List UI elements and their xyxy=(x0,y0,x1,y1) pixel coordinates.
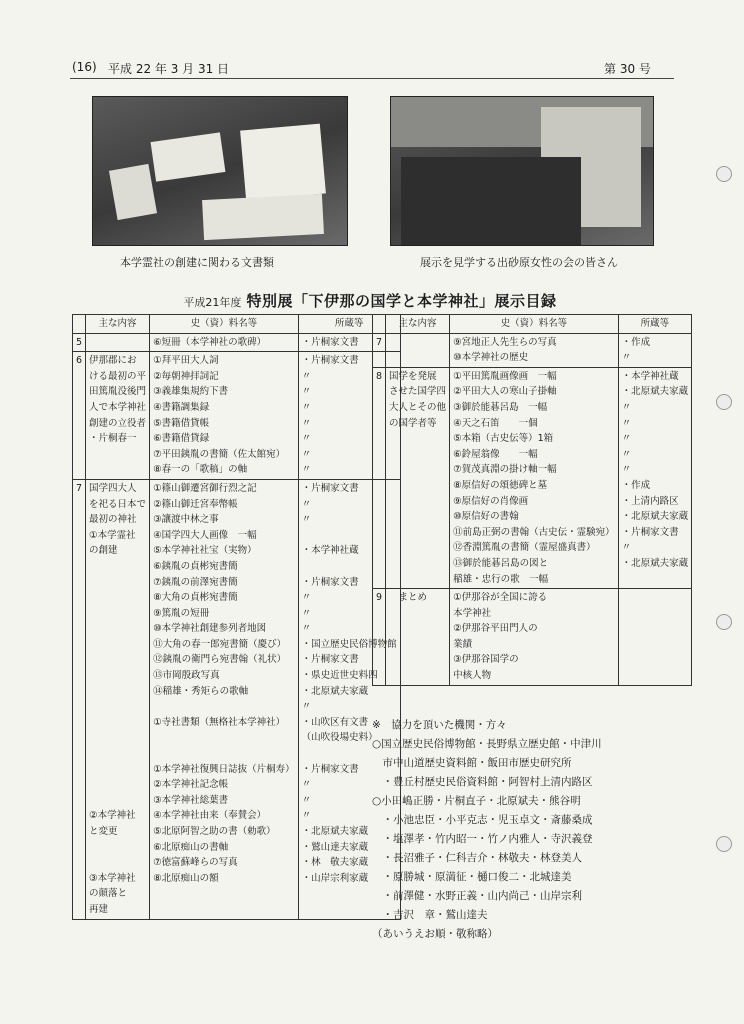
cell-line: 稲雄・忠行の歌 一幅 xyxy=(453,573,549,585)
cell-line: ・県史近世史料四 xyxy=(301,670,378,682)
cell-line: ・片桐家文書 xyxy=(301,482,359,494)
cell-line: ⑬市岡殷政写真 xyxy=(153,670,220,682)
col-header-content: 主な内容 xyxy=(386,315,450,334)
cell-line: ③讓渡中林之事 xyxy=(153,514,219,526)
credits-line: ・長沼雅子・仁科吉介・林敬夫・林登美人 xyxy=(372,852,582,864)
cell-line: 〃 xyxy=(301,433,312,445)
cell-locations xyxy=(618,589,692,686)
cell-line: 〃 xyxy=(301,623,312,635)
cell-line: 〃 xyxy=(301,401,312,413)
cell-line: 6 xyxy=(76,355,83,367)
credits-line: （あいうえお順・敬称略） xyxy=(372,928,498,940)
table-row xyxy=(373,333,692,367)
cell-no xyxy=(373,589,386,686)
photo-caption-documents: 本学霊社の創建に関わる文書類 xyxy=(120,256,274,269)
cell-line: 再建 xyxy=(89,903,109,915)
table-row xyxy=(73,352,401,480)
punch-hole xyxy=(716,614,732,630)
col-header-content: 主な内容 xyxy=(86,315,150,334)
cell-line: ・北原斌夫家蔵 xyxy=(621,386,689,398)
cell-line: ③伊那谷国学の xyxy=(453,654,519,666)
cell-line: の創建 xyxy=(89,545,118,557)
cell-line: 〃 xyxy=(621,417,632,429)
cell-line: 〃 xyxy=(301,498,312,510)
cell-line: ⑥短冊（本学神社の歌碑） xyxy=(153,336,267,348)
cell-line: を祀る日本で xyxy=(89,498,147,510)
catalog-title-year: 平成21年度 xyxy=(183,296,242,309)
col-header-location: 所蔵等 xyxy=(298,315,400,334)
cell-line: ・北原斌夫家蔵 xyxy=(621,511,689,523)
cell-content xyxy=(86,479,150,919)
cell-line: ⑨原信好の肖像画 xyxy=(453,495,529,507)
cell-line: ・林 敬夫家蔵 xyxy=(301,857,369,869)
credits-line: ・塩澤孝・竹内昭一・竹ノ内雅人・寺沢義登 xyxy=(372,833,593,845)
cell-line: 〃 xyxy=(621,448,632,460)
credits-line: ○国立歴史民俗博物館・長野県立歴史館・中津川 xyxy=(372,738,602,750)
cell-line: 〃 xyxy=(621,352,632,364)
photo-visitors xyxy=(390,96,654,246)
cell-line: 田篤胤没後門 xyxy=(89,386,147,398)
cell-locations xyxy=(618,333,692,367)
cell-line: ・国立歴史民俗博物館 xyxy=(301,638,397,650)
cell-line: ①拜平田大人詞 xyxy=(153,355,219,367)
cell-line xyxy=(89,559,146,575)
credits-line: ・前澤健・水野正義・山内尚己・山岸宗利 xyxy=(372,890,582,902)
cell-line: ②本学神社 xyxy=(89,810,136,822)
cell-line: ・片桐家文書 xyxy=(301,763,359,775)
cell-line: ⑬御於能碁呂島の図と xyxy=(453,557,549,569)
cell-line: （山吹役場史料） xyxy=(301,732,378,744)
table-header-row xyxy=(73,315,401,334)
cell-line: ④天之石笛 一個 xyxy=(453,417,538,429)
cell-line: ⑦銕胤の前澤宛書簡 xyxy=(153,576,238,588)
cell-materials xyxy=(450,589,619,686)
cell-line: まとめ xyxy=(389,592,428,604)
table-row xyxy=(73,333,401,352)
cell-line: ①本学神社復興日誌抜（片桐寿） xyxy=(153,763,295,775)
cell-content xyxy=(386,333,450,367)
cell-content xyxy=(86,333,150,352)
cell-line: ⑧原信好の頌徳碑と墓 xyxy=(453,479,548,491)
cell-line: ・片桐家文書 xyxy=(301,654,359,666)
cell-line: ⑧大角の貞彬宛書簡 xyxy=(153,592,238,604)
cell-line xyxy=(153,746,295,762)
cell-line: ・作成 xyxy=(621,479,651,491)
cell-line: 最初の神社 xyxy=(89,514,137,526)
credits-line: ・豊丘村歴史民俗資料館・阿智村上清内路区 xyxy=(372,776,593,788)
cell-line: の顛落と xyxy=(89,888,128,900)
cell-line: ④国学四大人画像 一幅 xyxy=(153,529,257,541)
cell-line: ・片桐家文書 xyxy=(301,336,359,348)
cell-line: ⑨篤胤の短冊 xyxy=(153,607,210,619)
cell-materials xyxy=(150,352,299,480)
credits-line: ・吉沢 章・鷲山達夫 xyxy=(372,909,488,921)
photo-caption-visitors: 展示を見学する出砂原女性の会の皆さん xyxy=(420,256,618,269)
cell-content xyxy=(386,367,450,588)
cell-materials xyxy=(450,333,619,367)
cell-line: ②毎朝神拝詞記 xyxy=(153,370,219,382)
credits-heading: ※ 協力を頂いた機関・方々 xyxy=(372,719,507,731)
cell-line: ③本学神社総葉書 xyxy=(153,794,229,806)
cell-line: ⑨宮地正人先生らの写真 xyxy=(453,336,557,348)
cell-line: ③義雄集規約下書 xyxy=(153,386,229,398)
cell-line: ・本学神社蔵 xyxy=(301,545,359,557)
cell-line: 〃 xyxy=(621,433,632,445)
cell-line: ・山吹区有文書 xyxy=(301,716,369,728)
cell-line xyxy=(89,606,146,622)
cell-line: 〃 xyxy=(301,514,312,526)
cell-line: ⑥銕胤の貞彬宛書簡 xyxy=(153,560,238,572)
cell-line xyxy=(153,699,295,715)
cell-line: ⑥鈴屋翁像 一幅 xyxy=(453,448,538,460)
cell-line: の国学者等 xyxy=(389,417,437,429)
table-row xyxy=(373,589,692,686)
cell-line: ⑧北原痴山の額 xyxy=(153,872,219,884)
catalog-table-right xyxy=(372,314,692,686)
cell-line: ⑤書籍借貸帳 xyxy=(153,417,210,429)
cell-line: ①篠山御遷宮御行烈之記 xyxy=(153,482,257,494)
cell-line: ⑤北原阿智之助の書（勅歌） xyxy=(153,826,276,837)
cell-line: ⑫香淵篤胤の書簡（霊屋盛真書） xyxy=(453,542,596,554)
cell-line: 7 xyxy=(76,482,83,494)
cell-line: 〃 xyxy=(301,794,312,806)
cell-line: 国学四大人 xyxy=(89,482,137,494)
credits-list xyxy=(372,735,682,944)
cell-line: ⑩原信好の書翰 xyxy=(453,511,519,523)
cell-line: ・北原斌夫家蔵 xyxy=(301,826,369,837)
cell-line xyxy=(89,575,146,591)
cell-line: ②平田大人の寒山子掛軸 xyxy=(453,386,557,398)
cell-line: ①寺社書類（無格社本学神社） xyxy=(153,716,286,728)
cell-line: 〃 xyxy=(621,464,632,476)
credits-line: ○小田嶋正勝・片桐直子・北原斌夫・熊谷明 xyxy=(372,795,581,807)
photo-documents xyxy=(92,96,348,246)
cell-line: ①伊那谷が全国に誇る xyxy=(453,592,548,604)
cell-line xyxy=(89,793,146,809)
cell-line: ⑩本学神社創建参列者地図 xyxy=(153,623,267,635)
cell-line: と変更 xyxy=(89,826,118,837)
cell-line: ②篠山御迁宮奉幣帳 xyxy=(153,498,238,510)
cell-line xyxy=(89,746,146,762)
cell-line xyxy=(89,652,146,668)
cell-line xyxy=(89,335,146,351)
cell-line: ・本学神社蔵 xyxy=(621,370,679,382)
table-header-row xyxy=(373,315,692,334)
cell-line xyxy=(89,684,146,700)
table-row xyxy=(373,367,692,588)
cell-line: 9 xyxy=(376,592,383,604)
cell-line: 8 xyxy=(376,370,383,382)
cell-line: ⑪大角の春一郎宛書簡（慶び） xyxy=(153,638,287,650)
cell-line: 本学神社 xyxy=(453,607,492,619)
credits-line: ・小池忠臣・小平克志・児玉卓文・斎藤桑成 xyxy=(372,814,593,826)
cell-line: ②本学神社記念帳 xyxy=(153,779,229,791)
cell-line: ⑪前島正弼の書翰（古史伝・霊験宛） xyxy=(453,526,615,538)
cell-line xyxy=(89,730,146,746)
cell-line: 〃 xyxy=(301,448,312,460)
catalog-table-left xyxy=(72,314,401,920)
col-header-material: 史（資）料名等 xyxy=(450,315,619,334)
catalog-title-main: 特別展「下伊那の国学と本学神社」展示目録 xyxy=(246,292,557,310)
cell-line: 〃 xyxy=(301,810,312,822)
cell-content xyxy=(86,352,150,480)
cell-line: ・上清内路区 xyxy=(621,495,679,507)
credits-line: 市中山道歴史資料館・飯田市歴史研究所 xyxy=(372,757,572,769)
cell-line: ・北原斌夫家蔵 xyxy=(621,557,689,569)
cell-line: ⑦平田銕胤の書簡（佐太館宛） xyxy=(153,448,286,460)
cell-line: ④本学神社由来（奉賛会） xyxy=(153,810,267,822)
cell-line xyxy=(89,777,146,793)
cell-line: させた国学四 xyxy=(389,386,447,398)
cell-line: 〃 xyxy=(301,592,312,604)
cell-line: 〃 xyxy=(301,370,312,382)
cell-line: ③本学神社 xyxy=(89,872,136,884)
cell-line xyxy=(89,762,146,778)
col-header-location: 所蔵等 xyxy=(618,315,692,334)
cell-content xyxy=(386,589,450,686)
cell-line xyxy=(89,637,146,653)
cell-no xyxy=(373,333,386,367)
cell-line: ⑭稲雄・秀矩らの歌軸 xyxy=(153,685,249,697)
punch-hole xyxy=(716,166,732,182)
catalog-title xyxy=(150,290,590,311)
header-rule xyxy=(70,78,674,79)
cell-line xyxy=(89,621,146,637)
cell-line: 〃 xyxy=(301,464,312,476)
cell-locations xyxy=(618,367,692,588)
cell-line: ⑧春一の「歌稿」の軸 xyxy=(153,464,248,476)
punch-hole xyxy=(716,836,732,852)
cell-line: 〃 xyxy=(301,607,312,619)
cell-line: 大人とその他 xyxy=(389,401,447,413)
punch-hole xyxy=(716,394,732,410)
cell-line: 中核人物 xyxy=(453,670,492,682)
cell-line xyxy=(622,572,689,588)
cell-line: ①本学霊社 xyxy=(89,529,136,541)
cell-materials xyxy=(450,367,619,588)
cell-no xyxy=(373,367,386,588)
cell-line: 〃 xyxy=(301,779,312,791)
cell-line: ・北原斌夫家蔵 xyxy=(301,685,369,697)
cell-no xyxy=(73,333,86,352)
cell-line: 〃 xyxy=(621,542,632,554)
credits-line: ・原勝城・原満征・樋口俊二・北城達美 xyxy=(372,871,572,883)
cell-line: ・片桐家文書 xyxy=(301,355,359,367)
cell-line xyxy=(89,699,146,715)
cell-materials xyxy=(150,479,299,919)
cell-line: ⑦徳富蘇峰らの写真 xyxy=(153,857,238,869)
cell-line: 〃 xyxy=(301,701,312,713)
issue-number: 第 30 号 xyxy=(604,62,651,76)
cell-line: 5 xyxy=(76,336,83,348)
cell-line: ⑥北原痴山の書軸 xyxy=(153,841,229,853)
col-header-material: 史（資）料名等 xyxy=(150,315,299,334)
cell-line: 伊那郡にお xyxy=(89,355,137,367)
cell-line: ②伊那谷平田門人の xyxy=(453,623,538,635)
cell-line xyxy=(89,668,146,684)
cell-no xyxy=(73,479,86,919)
page-number: (16) xyxy=(72,60,97,74)
cell-line: 業績 xyxy=(453,638,473,650)
cell-line xyxy=(153,730,295,746)
cell-line: ④書籍調集録 xyxy=(153,401,210,413)
cell-line xyxy=(622,590,689,606)
cell-line: 7 xyxy=(376,336,383,348)
cell-line: ⑤本学神社社宝（実物） xyxy=(153,545,257,557)
cell-line: ・山岸宗利家蔵 xyxy=(301,872,369,884)
cell-line xyxy=(89,590,146,606)
cell-line: ⑥書籍借貸録 xyxy=(153,433,210,445)
cell-line: ③御於能碁呂島 一幅 xyxy=(453,401,548,413)
cell-line xyxy=(89,715,146,731)
cell-line: ・鷲山達夫家蔵 xyxy=(301,841,369,853)
cell-line: ・作成 xyxy=(621,336,651,348)
cell-line: ・片桐家文書 xyxy=(621,526,679,538)
cell-line: 〃 xyxy=(621,401,632,413)
cell-materials xyxy=(150,333,299,352)
cell-line: 〃 xyxy=(301,386,312,398)
table-row xyxy=(73,479,401,919)
cell-line xyxy=(89,855,146,871)
cell-line: 〃 xyxy=(301,417,312,429)
col-header-no xyxy=(373,315,386,334)
cell-line: ける最初の平 xyxy=(89,370,147,382)
cell-line: 国学を発展 xyxy=(389,370,437,382)
cell-line: ⑦賀茂真淵の掛け軸一幅 xyxy=(453,464,557,476)
cell-line: ・片桐春一 xyxy=(89,433,137,445)
cell-line: ⑫銕胤の衛門ら宛書翰（礼状） xyxy=(153,654,287,666)
cell-line: ⑤本箱（古史伝等）1箱 xyxy=(453,433,554,445)
cell-line: ・片桐家文書 xyxy=(301,576,359,588)
col-header-no xyxy=(73,315,86,334)
cell-line xyxy=(389,335,446,351)
issue-date: 平成 22 年 3 月 31 日 xyxy=(108,62,230,76)
cell-line: 創建の立役者 xyxy=(89,417,147,429)
cell-line: ⑩本学神社の歴史 xyxy=(453,352,529,364)
cell-line: ①平田篤胤画像画 一幅 xyxy=(453,370,557,382)
cell-line xyxy=(89,840,146,856)
credits-block xyxy=(372,716,682,944)
cell-no xyxy=(73,352,86,480)
cell-line: 人で本学神社 xyxy=(89,401,147,413)
